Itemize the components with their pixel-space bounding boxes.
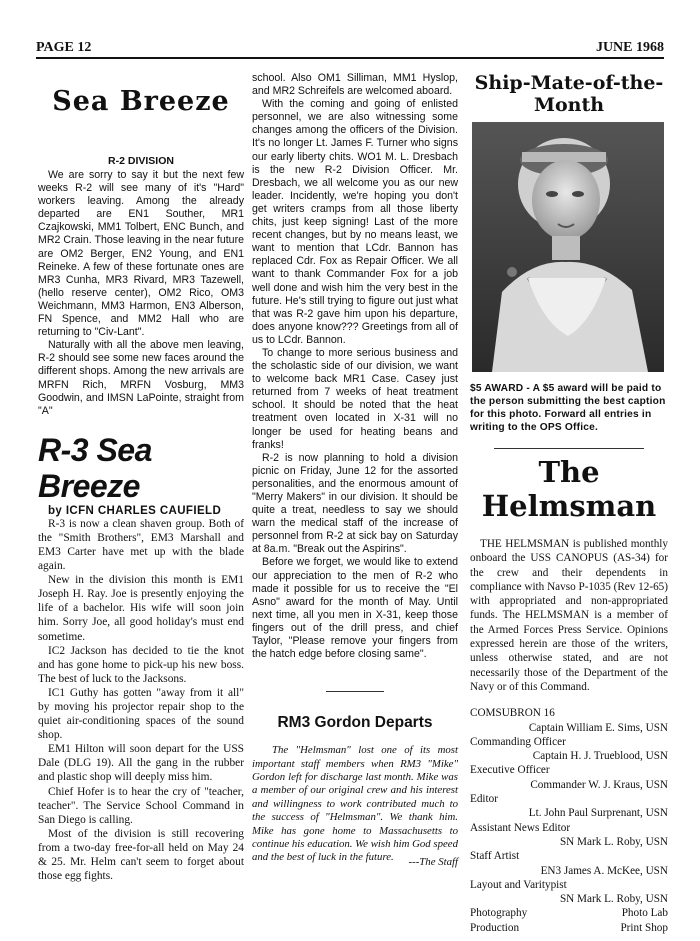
column-middle <box>252 72 458 870</box>
paragraph: R-2 is now planning to hold a division picnic on Friday, June 12 for the assorted personalities, and the enormous amount of "Merry Makers" in our division. It should be quite a treat, needless to say we should warn the medical staff of the increase of personnel from R-2 at sick bay on Saturday at 8a.m. "Break out the Aspirins". <box>252 451 458 556</box>
gordon-departs-title: RM3 Gordon Departs <box>277 714 433 732</box>
paragraph: R-3 is now a clean shaven group. Both of the "Smith Brothers", EM3 Marshall and EM3 Carter have met up with the blade again. <box>38 517 244 573</box>
staff-pair-photography <box>470 906 668 920</box>
award-caption: $5 AWARD - A $5 award will be paid to the person submitting the best caption for this photo. Forward all entries in writing to the OPS Office. <box>470 383 666 433</box>
staff-name: SN Mark L. Roby, USN <box>559 893 668 906</box>
paragraph: With the coming and going of enlisted personnel, we are also witnessing some changes among the officers of the Division. It's no longer Lt. James F. Turner who signs our early liberty chits. WO1 M. L. Dresbach is the new R-2 Division Officer. Mr. Dresbach, we all welcome you as our new leader. Incidently, we're hoping you don't get writers cramps from all those liberty chits, just keep signing! Last of the more recent changes, but by no means least, we want to mention that LCdr. Bannon has replaced Cdr. Fox as Repair Officer. We all want to thank Commander Fox for a job well done and wish him the very best in the future. He's still trying to figure out just what that was R-2 gave him upon his departure, does anyone know??? Greetings from all of us to LCdr. Bannon. <box>252 98 458 346</box>
staff-name: Commander W. J. Kraus, USN <box>530 778 668 791</box>
staff-role: Photography <box>470 907 528 920</box>
staff-unit: COMSUBRON 16 <box>470 707 555 720</box>
paragraph: EM1 Hilton will soon depart for the USS Dale (DLG 19). All the gang in the rubber and plastic shop will deeply miss him. <box>38 743 244 784</box>
sea-breeze-title: Sea Breeze <box>52 86 230 117</box>
r2-article <box>38 169 244 418</box>
staff-value: Print Shop <box>620 921 668 934</box>
section-divider <box>494 448 644 449</box>
column-left <box>38 64 244 883</box>
section-divider <box>326 691 384 692</box>
gordon-article: The "Helmsman" lost one of its most important staff members when RM3 "Mike" Gordon left for discharge last month. Mike was a member of our original crew and his interest and willingness to work contributed much to the success of "Helmsman". We thank him. Mike has gone home to Massachusetts to continue his education. We wish him God speed and the best of luck in the future. <box>252 744 458 864</box>
r3-article <box>38 517 244 883</box>
staff-value: Photo Lab <box>621 907 668 920</box>
staff-role: Commanding Officer <box>470 735 566 748</box>
paragraph: New in the division this month is EM1 Joseph H. Ray. Joe is presently enjoying the life of a bachelor. His wife will soon join him. Sorry Joe, all good holiday's must end sometime. <box>38 574 244 643</box>
column-right <box>470 64 668 935</box>
staff-role: Editor <box>470 793 498 806</box>
masthead-statement: THE HELMSMAN is published monthly onboard the USS CANOPUS (AS-34) for the crew and their dependents in compliance with Navso P-1035 (Rev 12-65) with appropriated and non-appropriated funds. The HELMSMAN is a member of the Armed Forces Press Service. Opinions expressed herein are those of the writers, unless otherwise stated, and are not necessarily those of the Department of the Navy or of this Command. <box>470 538 668 693</box>
staff-listing <box>470 706 668 935</box>
paragraph: IC1 Guthy has gotten "away from it all" by moving his projector repair shop to the quiet air-conditioning spaces of the sound shop. <box>38 686 244 742</box>
paragraph: Chief Hofer is to hear the cry of "teacher, teacher". The Service School Command in San Diego is calling. <box>38 785 244 826</box>
helmsman-masthead-title: The Helmsman <box>481 455 657 523</box>
staff-role: Layout and Varitypist <box>470 878 567 891</box>
staff-role: Assistant News Editor <box>470 821 571 834</box>
header-rule <box>36 57 664 59</box>
gordon-signature: ---The Staff <box>408 855 458 868</box>
staff-role: Executive Officer <box>470 764 550 777</box>
portrait-illustration <box>472 122 664 372</box>
staff-name: Lt. John Paul Surprenant, USN <box>528 807 668 820</box>
issue-date: JUNE 1968 <box>595 40 664 55</box>
paragraph: Most of the division is still recovering from a two-day free-for-all held on May 24 & 25. Mr. Helm can't seem to forget about those egg fights. <box>38 827 244 883</box>
r2-division-subhead: R-2 DIVISION <box>108 155 174 167</box>
paragraph: To change to more serious business and the scholastic side of our division, we want to welcome back MR1 Case. Casey just returned from 7 weeks of heat treatment school. It should be noted that the heat treatment oven located in X-31 will no longer be used for heating beans and franks! <box>252 346 458 451</box>
ship-mate-photo <box>472 122 664 372</box>
staff-name: Captain William E. Sims, USN <box>528 721 668 734</box>
staff-role: Production <box>470 921 520 934</box>
r3-sea-breeze-title: R-3 Sea Breeze <box>38 431 152 504</box>
staff-name: Captain H. J. Trueblood, USN <box>532 750 668 763</box>
paragraph: Before we forget, we would like to extend our appreciation to the men of R-2 who made it possible for us to receive the "El Asno" award for the month of May. Until next time, all you men in X-31, keep those fingers out of the drill press, and chief Taylor, "Please remove your fingers from the hatch edge before closing same". <box>252 556 458 661</box>
r3-byline: by ICFN CHARLES CAUFIELD <box>48 504 222 517</box>
ship-mate-title: Ship-Mate-of-the-Month <box>474 72 664 116</box>
paragraph: Naturally with all the above men leaving, R-2 should see some new faces around the different shops. Among the new arrivals are MRFN Rich, MRFN Vosburg, MM3 Goodwin, and IMSN LaPointe, straight from "A" <box>38 339 244 417</box>
staff-pair-production <box>470 921 668 935</box>
staff-name: SN Mark L. Roby, USN <box>559 835 668 848</box>
staff-role: Staff Artist <box>470 850 520 863</box>
staff-name: EN3 James A. McKee, USN <box>540 864 668 877</box>
paragraph: We are sorry to say it but the next few weeks R-2 will see many of it's "Hard" workers leaving. Among the already departed are EN1 Souther, MR1 Czajkowski, MM1 Tolbert, ENC Bunch, and MR2 Crain. Those leaving in the near future are OM2 Berger, EN2 Young, and EN1 Reineke. A few of these fortunate ones are MR3 Cunha, MR3 Rivard, MR3 Tazewell, (hello reserve center), OM2 Rico, OM3 Weichmann, MM3 Harmon, EN3 Alberson, FN Spence, and MM2 Hall who are returning to "Civ-Lant". <box>38 169 244 339</box>
paragraph: IC2 Jackson has decided to tie the knot and has gone home to pick-up his new boss. The best of luck to the Jacksons. <box>38 644 244 685</box>
r2-article-continued <box>252 72 458 661</box>
paragraph: school. Also OM1 Silliman, MM1 Hyslop, and MR2 Schreifels are welcomed aboard. <box>252 72 458 98</box>
page-number: PAGE 12 <box>36 40 92 55</box>
